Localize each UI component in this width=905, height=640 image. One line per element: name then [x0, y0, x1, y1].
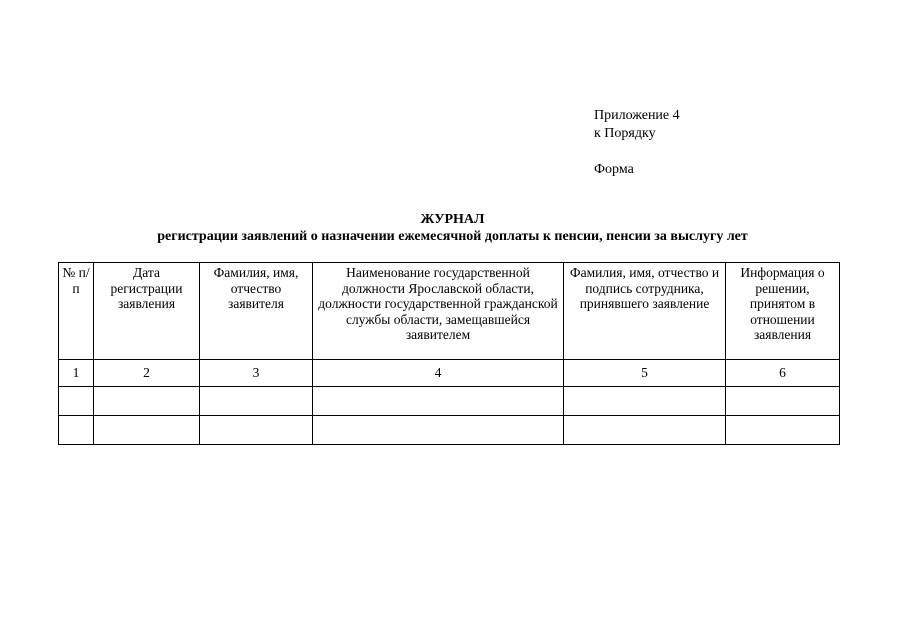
header-cell: № п/п [59, 263, 94, 360]
empty-cell [564, 416, 726, 445]
empty-cell [94, 387, 200, 416]
document-title [0, 211, 905, 245]
empty-row [59, 416, 840, 445]
empty-cell [59, 387, 94, 416]
empty-cell [59, 416, 94, 445]
header-cell: Дата регистрации заявления [94, 263, 200, 360]
column-number: 3 [200, 360, 313, 387]
header-cell: Наименование государственной должности Ярославской области, должности государственной гражданской службы области, замещавшейся заявителем [313, 263, 564, 360]
empty-cell [200, 387, 313, 416]
appendix-block [594, 107, 680, 179]
empty-row [59, 387, 840, 416]
column-number: 4 [313, 360, 564, 387]
column-number: 2 [94, 360, 200, 387]
empty-cell [313, 387, 564, 416]
header-cell: Информация о решении, принятом в отношении заявления [726, 263, 840, 360]
appendix-reference: к Порядку [594, 126, 656, 141]
empty-cell [726, 387, 840, 416]
title-main: ЖУРНАЛ [420, 212, 485, 227]
column-number-row [59, 360, 840, 387]
empty-cell [564, 387, 726, 416]
empty-cell [94, 416, 200, 445]
header-row [59, 263, 840, 360]
column-number: 1 [59, 360, 94, 387]
empty-cell [313, 416, 564, 445]
column-number: 5 [564, 360, 726, 387]
title-subtitle: регистрации заявлений о назначении ежемесячной доплаты к пенсии, пенсии за выслугу лет [157, 229, 748, 244]
header-cell: Фамилия, имя, отчество заявителя [200, 263, 313, 360]
appendix-spacer [594, 143, 680, 161]
form-label: Форма [594, 162, 634, 177]
column-number: 6 [726, 360, 840, 387]
appendix-number: Приложение 4 [594, 108, 680, 123]
empty-cell [726, 416, 840, 445]
header-cell: Фамилия, имя, отчество и подпись сотрудника, принявшего заявление [564, 263, 726, 360]
journal-table [58, 262, 840, 445]
empty-cell [200, 416, 313, 445]
